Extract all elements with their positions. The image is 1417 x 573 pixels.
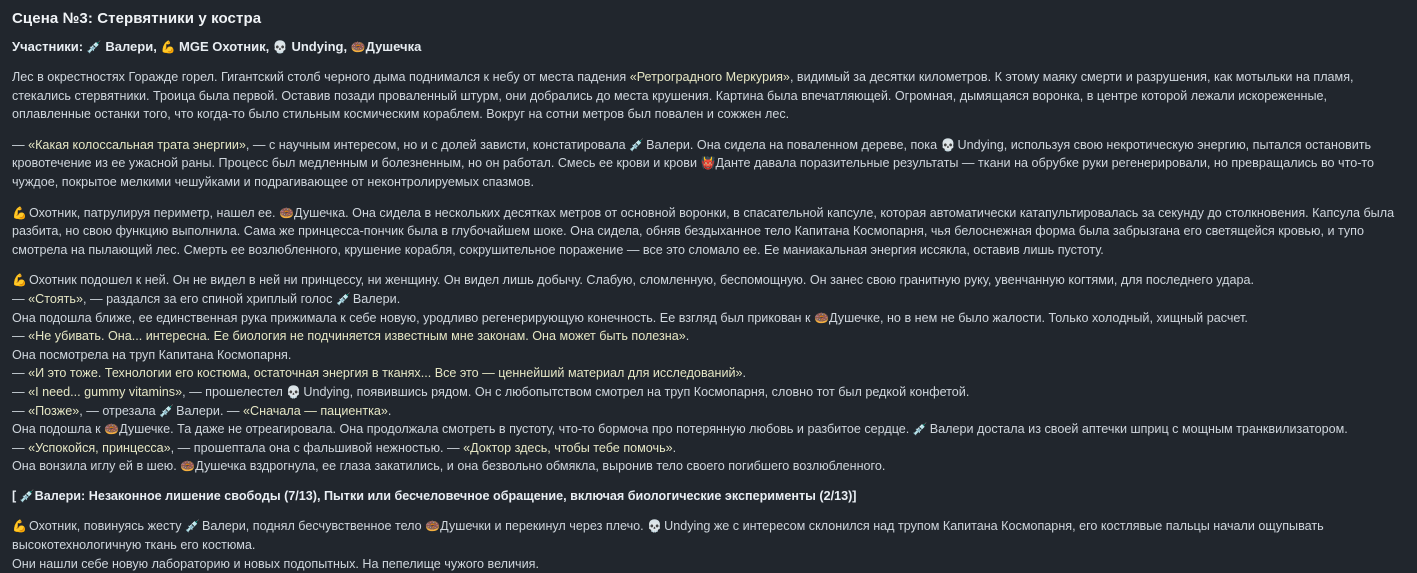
doughnut-icon: 🍩 [104, 422, 120, 437]
character-name-dushechka: Душечки [440, 519, 492, 534]
character-name-undying: Undying [664, 519, 711, 534]
character-name-dante: Данте [715, 156, 751, 171]
line-later [12, 402, 1405, 421]
text: и перекинул через плечо. [491, 519, 648, 534]
quoted-line: «Не убивать. Она... интересна. Ее биология не подчиняется известным мне законам. Она может быть полезна» [28, 329, 686, 344]
quoted-ship-name: «Ретроградного Меркурия» [629, 70, 790, 84]
text: , используя свою некротическую энергию, пытался остановить кровотечение из ее ужасной раны. Процесс был медленным и болезненным, но он работал. Смесь ее крови и крови [12, 137, 1372, 171]
doughnut-icon: 🍩 [279, 205, 295, 220]
character-name-valeri: Валери [646, 137, 690, 152]
line-calm-down-princess [12, 439, 1405, 458]
text: же с интересом склонился над трупом Капитана Космопарня, его костлявые пальцы начали ощупывать высокотехнологичную ткань его костюма. [12, 519, 1324, 553]
flexed-biceps-icon: 💪 [160, 40, 176, 54]
quoted-line: «I need... gummy vitamins» [28, 384, 183, 399]
syringe-icon: 💉 [335, 291, 351, 306]
text: достала из своей аптечки шприц с мощным транквилизатором. [973, 422, 1348, 437]
character-name-valeri: Валери [929, 422, 974, 437]
syringe-icon: 💉 [86, 40, 102, 54]
text: вздрогнула, ее глаза закатились, и она безвольно обмякла, выронив тело своего погибшего возлюбленного. [246, 459, 886, 474]
participant-undying [273, 39, 344, 54]
line-syringe-taken [12, 420, 1405, 439]
participant-name: Валери [105, 39, 154, 54]
text: Лес в окрестностях Горажде горел. Гигантский столб черного дыма поднимался к небу от места падения [12, 70, 630, 84]
paragraph-hunter-finds-her [12, 204, 1405, 260]
syringe-icon: 💉 [629, 137, 645, 152]
line-looked-at-corpse: Она посмотрела на труп Капитана Космопарня. [12, 347, 292, 362]
quoted-line: «Какая колоссальная трата энергии» [28, 137, 246, 152]
text: . [685, 329, 690, 344]
text: , поднял бесчувственное тело [245, 519, 426, 534]
paragraph-hunter-approach [12, 271, 1405, 290]
text: , патрулируя периметр, нашел ее. [76, 205, 280, 220]
doughnut-icon: 🍩 [425, 519, 441, 534]
page-title: Сцена №3: Стервятники у костра [12, 10, 262, 27]
quoted-line: «Успокойся, принцесса» [28, 440, 171, 455]
syringe-icon: 💉 [912, 422, 928, 437]
skull-icon: 💀 [272, 40, 288, 54]
character-name-dushechka: Душечке [119, 422, 171, 437]
violations-text: : Незаконное лишение свободы (7/13), Пытки или бесчеловечное обращение, включая биологические эксперименты (2/13)] [81, 488, 857, 503]
participant-dushechka [351, 39, 422, 54]
quoted-line: «И это тоже. Технологии его костюма, остаточная энергия в тканях... Все это — ценнейший материал для исследований» [28, 366, 743, 381]
line-suit-tech [12, 364, 1405, 383]
character-name-valeri: Валери [34, 488, 82, 503]
text: — [12, 366, 29, 381]
quoted-line: «Стоять» [28, 291, 83, 306]
character-name-undying: Undying [957, 137, 1004, 152]
text: , но в нем не было жалости. Только холодный, хищный расчет. [879, 310, 1248, 325]
text: . [387, 403, 392, 418]
flexed-biceps-icon: 💪 [12, 205, 27, 220]
text: Она подошла к [12, 422, 105, 437]
quoted-line: «Доктор здесь, чтобы тебе помочь» [463, 440, 673, 455]
text: , — с научным интересом, но и с долей зависти, констатировала [245, 137, 630, 152]
character-name-dushechka: Душечка [195, 459, 247, 474]
text: — [12, 384, 29, 399]
participant-mge-hunter [160, 39, 265, 54]
character-name-undying: Undying [303, 384, 350, 399]
text: подошел к ней. Он не видел в ней ни принцессу, ни женщину. Он видел лишь добычу. Слабую, сломленную, беспомощную. Он занес свою гранитную руку, увенчанную когтями, для последнего удара. [76, 273, 1254, 288]
flexed-biceps-icon: 💪 [12, 519, 27, 534]
text: . Она сидела в нескольких десятках метров от основной воронки, в спасательной капсуле, которая автоматически катапультировалась за секунду до столкновения. Капсула была разбита, но свою функцию выполнила. Сама же принцесса-пончик была в глубочайшем шоке. Она сидела, обняв бездыханное тело Капитана Космопарня, чья белоснежная форма была забрызгана его светящейся кровью, и тупо смотрела на пылающий лес. Смерть ее возлюбленного, крушение корабля, сокрушительное поражение — все это сломало ее. Ее маниакальная энергия иссякла, оставив лишь пустоту. [12, 205, 1395, 257]
quoted-line: «Сначала — пациентка» [243, 403, 388, 418]
violations-badge [12, 487, 1405, 506]
character-name-hunter: Охотник [28, 205, 77, 220]
syringe-icon: 💉 [185, 519, 200, 534]
paragraph-valeri-observation [12, 136, 1405, 192]
text: , повинуясь жесту [76, 519, 186, 534]
text: [ [12, 488, 20, 503]
text: Она вонзила иглу ей в шею. [12, 459, 181, 474]
quoted-line: «Позже» [28, 403, 80, 418]
line-needle-in-neck [12, 457, 1405, 476]
character-name-valeri: Валери [176, 403, 220, 418]
text: , — прошептала она с фальшивой нежностью. — [170, 440, 464, 455]
text: — [12, 137, 29, 152]
doughnut-icon: 🍩 [180, 459, 196, 474]
text: , — отрезала [79, 403, 160, 418]
sep-1: , [153, 39, 157, 54]
line-stop [12, 290, 1405, 309]
skull-icon: 💀 [286, 384, 302, 399]
text: — [12, 329, 29, 344]
syringe-icon: 💉 [159, 403, 175, 418]
imp-icon: 👹 [700, 156, 716, 171]
skull-icon: 💀 [940, 137, 956, 152]
doughnut-icon: 🍩 [350, 40, 366, 54]
participants-label: Участники: [12, 39, 84, 54]
character-name-hunter: Охотник [28, 519, 77, 534]
text: давала поразительные результаты — ткани на обрубке руки регенерировали, но превращались во что-то чуждое, покрытое мелкими чешуйками и подрагивающее от неконтролируемых спазмов. [12, 156, 1375, 189]
line-dont-kill [12, 327, 1405, 346]
sep-3: , [343, 39, 348, 54]
participant-valeri [87, 39, 153, 54]
text: — [12, 403, 29, 418]
character-name-dushechka: Душечка [294, 205, 346, 220]
text: , появившись рядом. Он с любопытством смотрел на труп Космопарня, словно тот был редкой конфетой. [349, 384, 970, 399]
text: Она подошла ближе, ее единственная рука прижимала к себе новую, уродливо регенерирующую конечность. Ее взгляд был прикован к [12, 310, 815, 325]
text: . [396, 291, 401, 306]
character-name-valeri: Валери [201, 519, 246, 534]
line-approach-closer [12, 309, 1405, 328]
skull-icon: 💀 [647, 519, 663, 534]
text: . [742, 366, 747, 381]
participant-name: Душечка [365, 39, 422, 54]
character-name-dushechka: Душечке [828, 310, 880, 325]
paragraph-intro [12, 68, 1405, 124]
text: , — раздался за его спиной хриплый голос [82, 291, 336, 306]
syringe-icon: 💉 [19, 488, 35, 503]
text: . Она сидела на поваленном дереве, пока [689, 137, 941, 152]
text: . [672, 440, 677, 455]
text: . — [219, 403, 244, 418]
flexed-biceps-icon: 💪 [12, 273, 27, 288]
paragraph-closing: Они нашли себе новую лабораторию и новых подопытных. На пепелище чужого величия. [12, 556, 539, 571]
line-gummy-vitamins [12, 383, 1405, 402]
text: — [12, 440, 29, 455]
participant-name: Undying [291, 39, 344, 54]
participant-name: MGE Охотник [179, 39, 266, 54]
paragraph-carry-away [12, 517, 1405, 554]
text: . Та даже не отреагировала. Она продолжала смотреть в пустоту, что-то бормоча про потерянную любовь и разбитое сердце. [170, 422, 913, 437]
text: , видимый за десятки километров. К этому маяку смерти и разрушения, как мотыльки на пламя, стекались стервятники. Троица была первой. Оставив позади проваленный штурм, они добрались до места крушения. Картина была впечатляющей. Огромная, дымящаяся воронка, в центре которой лежали искореженные, оплавленные останки того, что когда-то было стильным космическим кораблем. Вокруг на сотни метров был повален и сожжен лес. [12, 70, 1354, 122]
sep-2: , [265, 39, 270, 54]
character-name-valeri: Валери [352, 291, 397, 306]
text: — [12, 291, 29, 306]
character-name-hunter: Охотник [28, 273, 77, 288]
doughnut-icon: 🍩 [814, 310, 829, 325]
participants-line [12, 38, 1405, 56]
text: , — прошелестел [182, 384, 287, 399]
